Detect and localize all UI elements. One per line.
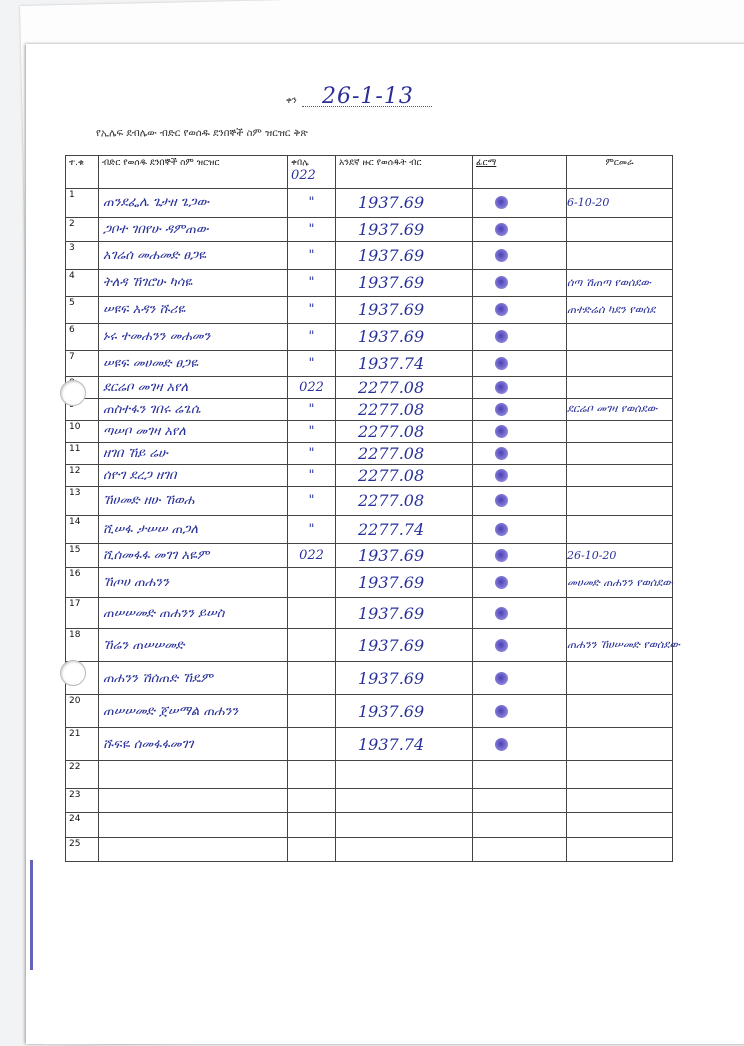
borrower-name — [99, 761, 288, 789]
borrower-name: ዘገበ ኸይ ሬሁ — [99, 442, 288, 464]
signature-cell — [473, 761, 567, 789]
signature-cell — [473, 217, 567, 241]
borrower-name: ሺሠፋ ታሠሠ ጠጋለ — [99, 515, 288, 544]
borrower-name: ጠንደፌሌ ጌታዘ ጌጋው — [99, 189, 288, 218]
borrower-name: ኸጦሀ ጠሐንን — [99, 568, 288, 598]
fingerprint-mark — [495, 330, 508, 343]
remark-cell — [567, 598, 673, 629]
amount-cell — [336, 761, 473, 789]
remark-cell — [567, 241, 673, 269]
signature-cell — [473, 695, 567, 728]
remark-cell — [567, 351, 673, 376]
signature-cell — [473, 837, 567, 861]
row-number: 14 — [66, 515, 99, 544]
fingerprint-mark — [495, 425, 508, 438]
fingerprint-mark — [495, 639, 508, 652]
amount-cell: 1937.74 — [336, 728, 473, 761]
remark-cell — [567, 376, 673, 398]
remark-cell — [567, 323, 673, 351]
section-cell: " — [288, 297, 336, 323]
remark-cell — [567, 420, 673, 442]
fingerprint-mark — [495, 607, 508, 620]
header-name: ብድር የወሰዱ ደንበኞች ስም ዝርዝር — [99, 156, 288, 189]
signature-cell — [473, 376, 567, 398]
remark-cell — [567, 464, 673, 486]
section-cell — [288, 789, 336, 813]
row-number: 2 — [66, 217, 99, 241]
table-row — [66, 813, 673, 837]
fingerprint-mark — [495, 357, 508, 370]
remark-cell — [567, 486, 673, 515]
fingerprint-mark — [495, 381, 508, 394]
signature-cell — [473, 464, 567, 486]
fingerprint-mark — [495, 576, 508, 589]
row-number: 5 — [66, 297, 99, 323]
fingerprint-mark — [495, 403, 508, 416]
signature-cell — [473, 544, 567, 568]
signature-cell — [473, 629, 567, 662]
signature-cell — [473, 398, 567, 420]
borrower-name: ኸሬን ጠሠሠመድ — [99, 629, 288, 662]
row-number: 10 — [66, 420, 99, 442]
fingerprint-mark — [495, 249, 508, 262]
remark-cell — [567, 217, 673, 241]
signature-cell — [473, 323, 567, 351]
table-row — [66, 217, 673, 241]
signature-cell — [473, 351, 567, 376]
amount-cell: 1937.69 — [336, 695, 473, 728]
borrower-name — [99, 813, 288, 837]
header-signature: ፊርማ — [473, 156, 567, 189]
amount-cell: 2277.08 — [336, 442, 473, 464]
table-row — [66, 241, 673, 269]
row-number: 12 — [66, 464, 99, 486]
fingerprint-mark — [495, 276, 508, 289]
section-cell: " — [288, 464, 336, 486]
signature-cell — [473, 420, 567, 442]
signature-cell — [473, 728, 567, 761]
loan-register-table — [65, 155, 680, 862]
signature-cell — [473, 789, 567, 813]
table-row — [66, 189, 673, 218]
amount-cell — [336, 837, 473, 861]
remark-cell — [567, 761, 673, 789]
borrower-name: ኑሩ ተመሐንን መሐመን — [99, 323, 288, 351]
header-section — [288, 156, 336, 189]
borrower-name: ጠሠሠመድ ጀሠማል ጠሐንን — [99, 695, 288, 728]
amount-cell — [336, 789, 473, 813]
borrower-name: ኸሀመድ ዘሁ ኸወሐ — [99, 486, 288, 515]
header-no: ተ.ቁ — [66, 156, 99, 189]
date-field — [286, 84, 446, 116]
amount-cell: 1937.69 — [336, 323, 473, 351]
remark-cell — [567, 442, 673, 464]
remark-cell — [567, 728, 673, 761]
signature-cell — [473, 568, 567, 598]
fingerprint-mark — [495, 549, 508, 562]
amount-cell: 1937.69 — [336, 297, 473, 323]
remark-cell: ሰጣ ሽጠጣ የወሰደው — [567, 269, 673, 297]
remark-cell — [567, 695, 673, 728]
section-cell — [288, 598, 336, 629]
section-cell: " — [288, 351, 336, 376]
row-number: 17 — [66, 598, 99, 629]
table-row — [66, 420, 673, 442]
remark-cell — [567, 837, 673, 861]
punch-hole — [60, 380, 86, 406]
pen-mark — [30, 860, 33, 970]
table-row — [66, 789, 673, 813]
table-body — [66, 189, 680, 862]
section-cell — [288, 629, 336, 662]
row-number: 20 — [66, 695, 99, 728]
signature-cell — [473, 486, 567, 515]
date-value: 26-1-13 — [322, 84, 414, 109]
date-label: ቀን — [286, 96, 297, 106]
amount-cell: 1937.69 — [336, 629, 473, 662]
fingerprint-mark — [495, 469, 508, 482]
signature-cell — [473, 515, 567, 544]
amount-cell: 1937.69 — [336, 662, 473, 695]
table-row — [66, 323, 673, 351]
section-cell — [288, 728, 336, 761]
borrower-name: አገሬሰ መሐመድ ፀጋዬ — [99, 241, 288, 269]
fingerprint-mark — [495, 705, 508, 718]
amount-cell: 2277.08 — [336, 420, 473, 442]
row-number: 15 — [66, 544, 99, 568]
fingerprint-mark — [495, 738, 508, 751]
section-cell: " — [288, 398, 336, 420]
remark-cell: 6-10-20 — [567, 189, 673, 218]
table-row — [66, 544, 673, 568]
section-cell: " — [288, 515, 336, 544]
row-number: 25 — [66, 837, 99, 861]
fingerprint-mark — [495, 494, 508, 507]
fingerprint-mark — [495, 223, 508, 236]
amount-cell: 2277.74 — [336, 515, 473, 544]
borrower-name: ጋቦተ ገበየሁ ዳምጠው — [99, 217, 288, 241]
section-cell — [288, 568, 336, 598]
borrower-name: ሠዩፍ መሀመድ ፀጋዬ — [99, 351, 288, 376]
section-cell: " — [288, 442, 336, 464]
fingerprint-mark — [495, 672, 508, 685]
remark-cell — [567, 789, 673, 813]
document-title: የኢሌፍ ደብሌው ብድር የወሰዱ ደንበኞች ስም ዝርዝር ቅጽ — [96, 128, 308, 139]
fingerprint-mark — [495, 303, 508, 316]
row-number: 18 — [66, 629, 99, 662]
section-cell — [288, 695, 336, 728]
borrower-name: ሰዮገ ደረጋ ዘገበ — [99, 464, 288, 486]
row-number: 6 — [66, 323, 99, 351]
amount-cell — [336, 813, 473, 837]
borrower-name — [99, 837, 288, 861]
section-cell: 022 — [288, 544, 336, 568]
table-row — [66, 515, 673, 544]
fingerprint-mark — [495, 196, 508, 209]
table-row — [66, 297, 673, 323]
borrower-name: ጠሠሠመድ ጠሐንን ይሠስ — [99, 598, 288, 629]
section-cell: " — [288, 323, 336, 351]
borrower-name: ሠዩፍ አዳን ሹሪዬ — [99, 297, 288, 323]
row-number: 24 — [66, 813, 99, 837]
row-number: 13 — [66, 486, 99, 515]
amount-cell: 2277.08 — [336, 464, 473, 486]
header-remark: ምርመራ — [567, 156, 673, 189]
row-number: 22 — [66, 761, 99, 789]
table-row — [66, 269, 673, 297]
table-row — [66, 568, 673, 598]
row-number: 1 — [66, 189, 99, 218]
header-section-label: ቀበሌ — [291, 158, 309, 168]
table-row — [66, 351, 673, 376]
amount-cell: 1937.69 — [336, 544, 473, 568]
table-row — [66, 837, 673, 861]
borrower-name — [99, 789, 288, 813]
table-row — [66, 695, 673, 728]
section-cell: " — [288, 217, 336, 241]
borrower-name: ደርሬቦ መገዛ አየለ — [99, 376, 288, 398]
signature-cell — [473, 598, 567, 629]
signature-cell — [473, 269, 567, 297]
section-cell — [288, 837, 336, 861]
punch-hole — [60, 660, 86, 686]
section-cell: " — [288, 189, 336, 218]
table-row — [66, 629, 673, 662]
amount-cell: 1937.74 — [336, 351, 473, 376]
remark-cell: ደርሬቦ መገዛ የወሰደው — [567, 398, 673, 420]
section-cell: " — [288, 420, 336, 442]
remark-cell — [567, 813, 673, 837]
section-cell: 022 — [288, 376, 336, 398]
section-cell — [288, 813, 336, 837]
remark-cell: ጠሐንን ኸሀሠመድ የወሰደው — [567, 629, 673, 662]
fingerprint-mark — [495, 447, 508, 460]
header-amount: አንደኛ ዙር የወሰዱት ብር — [336, 156, 473, 189]
signature-cell — [473, 662, 567, 695]
remark-cell: ጠተድሬሰ ካደን የወሰደ — [567, 297, 673, 323]
remark-cell — [567, 515, 673, 544]
row-number: 16 — [66, 568, 99, 598]
table-row — [66, 486, 673, 515]
signature-cell — [473, 241, 567, 269]
borrower-name: ሺሰመፋፋ መገገ አዬም — [99, 544, 288, 568]
fingerprint-mark — [495, 523, 508, 536]
table-row — [66, 464, 673, 486]
section-cell: " — [288, 269, 336, 297]
borrower-name: ጠስተፋን ገበሩ ሬጌሴ — [99, 398, 288, 420]
table-row — [66, 398, 673, 420]
borrower-name: ሹፍዬ ሰመፋፋመገገ — [99, 728, 288, 761]
borrower-name: ጠሐንን ሽሰጠድ ኸዴም — [99, 662, 288, 695]
amount-cell: 1937.69 — [336, 269, 473, 297]
row-number: 7 — [66, 351, 99, 376]
amount-cell: 1937.69 — [336, 241, 473, 269]
row-number: 23 — [66, 789, 99, 813]
signature-cell — [473, 297, 567, 323]
section-cell: " — [288, 486, 336, 515]
header-section-sub: 022 — [291, 168, 316, 183]
amount-cell: 1937.69 — [336, 598, 473, 629]
amount-cell: 1937.69 — [336, 189, 473, 218]
signature-cell — [473, 442, 567, 464]
table-row — [66, 728, 673, 761]
remark-cell — [567, 662, 673, 695]
row-number: 4 — [66, 269, 99, 297]
table-row — [66, 376, 673, 398]
section-cell — [288, 662, 336, 695]
row-number: 21 — [66, 728, 99, 761]
section-cell: " — [288, 241, 336, 269]
table-row — [66, 442, 673, 464]
signature-cell — [473, 189, 567, 218]
amount-cell: 2277.08 — [336, 376, 473, 398]
borrower-name: ጣሠቦ መገዛ አየለ — [99, 420, 288, 442]
remark-cell: መሀመድ ጠሐንን የወሰደው — [567, 568, 673, 598]
signature-cell — [473, 813, 567, 837]
row-number: 11 — [66, 442, 99, 464]
table-row — [66, 761, 673, 789]
table-row — [66, 662, 673, 695]
table-header-row — [66, 156, 673, 189]
amount-cell: 1937.69 — [336, 568, 473, 598]
amount-cell: 2277.08 — [336, 398, 473, 420]
amount-cell: 1937.69 — [336, 217, 473, 241]
remark-cell: 26-10-20 — [567, 544, 673, 568]
amount-cell: 2277.08 — [336, 486, 473, 515]
borrower-name: ትለዳ ኸገሮሁ ካሳዬ — [99, 269, 288, 297]
table-row — [66, 598, 673, 629]
section-cell — [288, 761, 336, 789]
row-number: 3 — [66, 241, 99, 269]
